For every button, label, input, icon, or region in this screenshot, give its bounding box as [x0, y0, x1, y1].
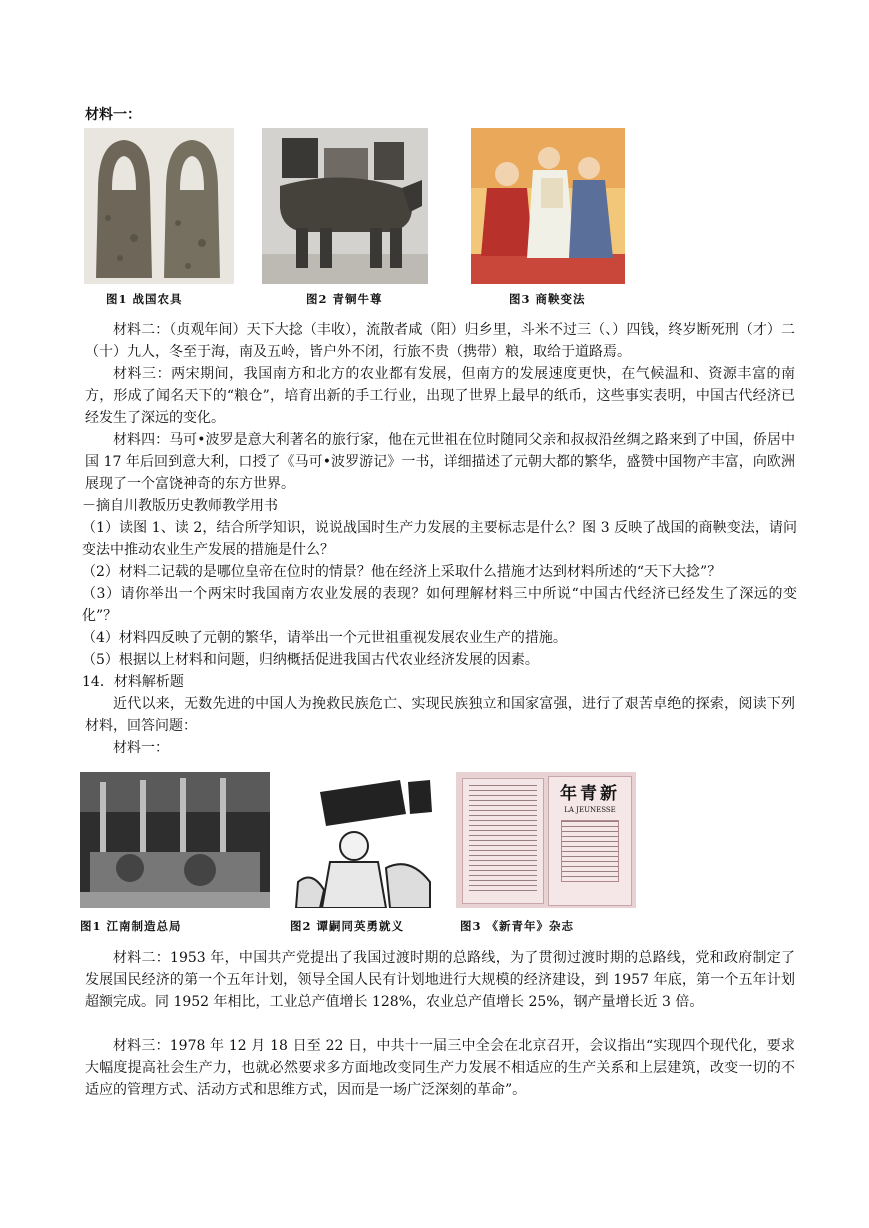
figure-caption: 图3 商鞅变法 — [509, 292, 586, 306]
question-14-material3: 材料三：1978 年 12 月 18 日至 22 日，中共十一届三中全会在北京召开，会议指出“实现四个现代化，要求大幅度提高社会生产力，也就必然要求多方面地改变同生产力发展不相适应的生产关系和上层建筑，改变一切的不适应的管理方式、活动方式和思维方式，因而是一场广泛深刻的革命”。 — [85, 1038, 795, 1098]
figure-jiangnan-arsenal — [80, 772, 270, 938]
material1-heading: 材料一： — [85, 107, 141, 123]
magazine-title: 年青新 — [560, 784, 620, 804]
material2-paragraph: 材料二：（贞观年间）天下大捻（丰收），流散者咸（阳）归乡里，斗米不过三（、）四钱，终岁断死刑（才）二（十）九人，冬至于海，南及五岭，皆户外不闭，行旅不贵（携带）粮，取给于道路焉。 — [85, 322, 795, 360]
figure-new-youth — [456, 772, 646, 938]
tan-sitong-image — [290, 772, 450, 908]
figure-caption: 图3 《新青年》杂志 — [460, 919, 575, 933]
figure-bronze-ox — [262, 128, 428, 308]
magazine-subtitle: LA JEUNESSE — [564, 806, 616, 814]
figure-farm-tools — [84, 128, 234, 308]
figure-caption: 图2 青铜牛尊 — [306, 292, 383, 306]
magazine-cover — [548, 776, 632, 906]
material3-paragraph: 材料三：两宋期间，我国南方和北方的农业都有发展，但南方的发展速度更快，在气候温和、资源丰富的南方，形成了闻名天下的“粮仓”，培育出新的手工行业，出现了世界上最早的纸币，这些事实表明，中国古代经济已经发生了深远的变化。 — [85, 366, 795, 426]
figure-tan-sitong — [290, 772, 450, 938]
question-2: （2）材料二记载的是哪位皇帝在位时的情景？他在经济上采取什么措施才达到材料所述的“天下大捻”？ — [82, 564, 722, 580]
source-line: －摘自川教版历史教师教学用书 — [82, 498, 278, 514]
question-14-material1: 材料一： — [113, 740, 169, 756]
material4-paragraph: 材料四：马可•波罗是意大利著名的旅行家，他在元世祖在位时随同父亲和叔叔沿丝绸之路来到了中国，侨居中国 17 年后回到意大利，口授了《马可•波罗游记》一书，详细描述了元朝大都的繁华，盛赞中国物产丰富，向欧洲展现了一个富饶神奇的东方世界。 — [85, 432, 795, 492]
question-14-material2: 材料二：1953 年，中国共产党提出了我国过渡时期的总路线，为了贯彻过渡时期的总路线，党和政府制定了发展国民经济的第一个五年计划，领导全国人民有计划地进行大规模的经济建设，到 1957 年底，第一个五年计划超额完成。同 1952 年相比，工业总产值增长 128%，农业总产值增长 25%，钢产量增长近 3 倍。 — [85, 950, 795, 1010]
figure-caption: 图2 谭嗣同英勇就义 — [290, 919, 405, 933]
figure-caption: 图1 江南制造总局 — [80, 919, 182, 933]
farm-tools-image — [84, 128, 234, 284]
bronze-ox-image — [262, 128, 428, 284]
shang-yang-reform-image — [471, 128, 625, 284]
question-4: （4）材料四反映了元朝的繁华，请举出一个元世祖重视发展农业生产的措施。 — [82, 630, 567, 646]
figure-shang-yang-reform — [471, 128, 625, 308]
question-14-title: 14．材料解析题 — [82, 674, 184, 690]
new-youth-magazine-image — [456, 772, 636, 908]
question-5: （5）根据以上材料和问题，归纳概括促进我国古代农业经济发展的因素。 — [82, 652, 539, 668]
question-3: （3）请你举出一个两宋时我国南方农业发展的表现？如何理解材料三中所说“中国古代经济已经发生了深远的变化”？ — [82, 586, 797, 624]
figure-caption: 图1 战国农具 — [106, 292, 183, 306]
question-14-intro: 近代以来，无数先进的中国人为挽救民族危亡、实现民族独立和国家富强，进行了艰苦卓绝的探索，阅读下列材料，回答问题： — [85, 696, 795, 734]
jiangnan-arsenal-image — [80, 772, 270, 908]
question-1: （1）读图 1、读 2，结合所学知识，说说战国时生产力发展的主要标志是什么？图 3 反映了战国的商鞅变法，请问变法中推动农业生产发展的措施是什么？ — [82, 520, 797, 558]
magazine-left-page — [462, 778, 544, 904]
